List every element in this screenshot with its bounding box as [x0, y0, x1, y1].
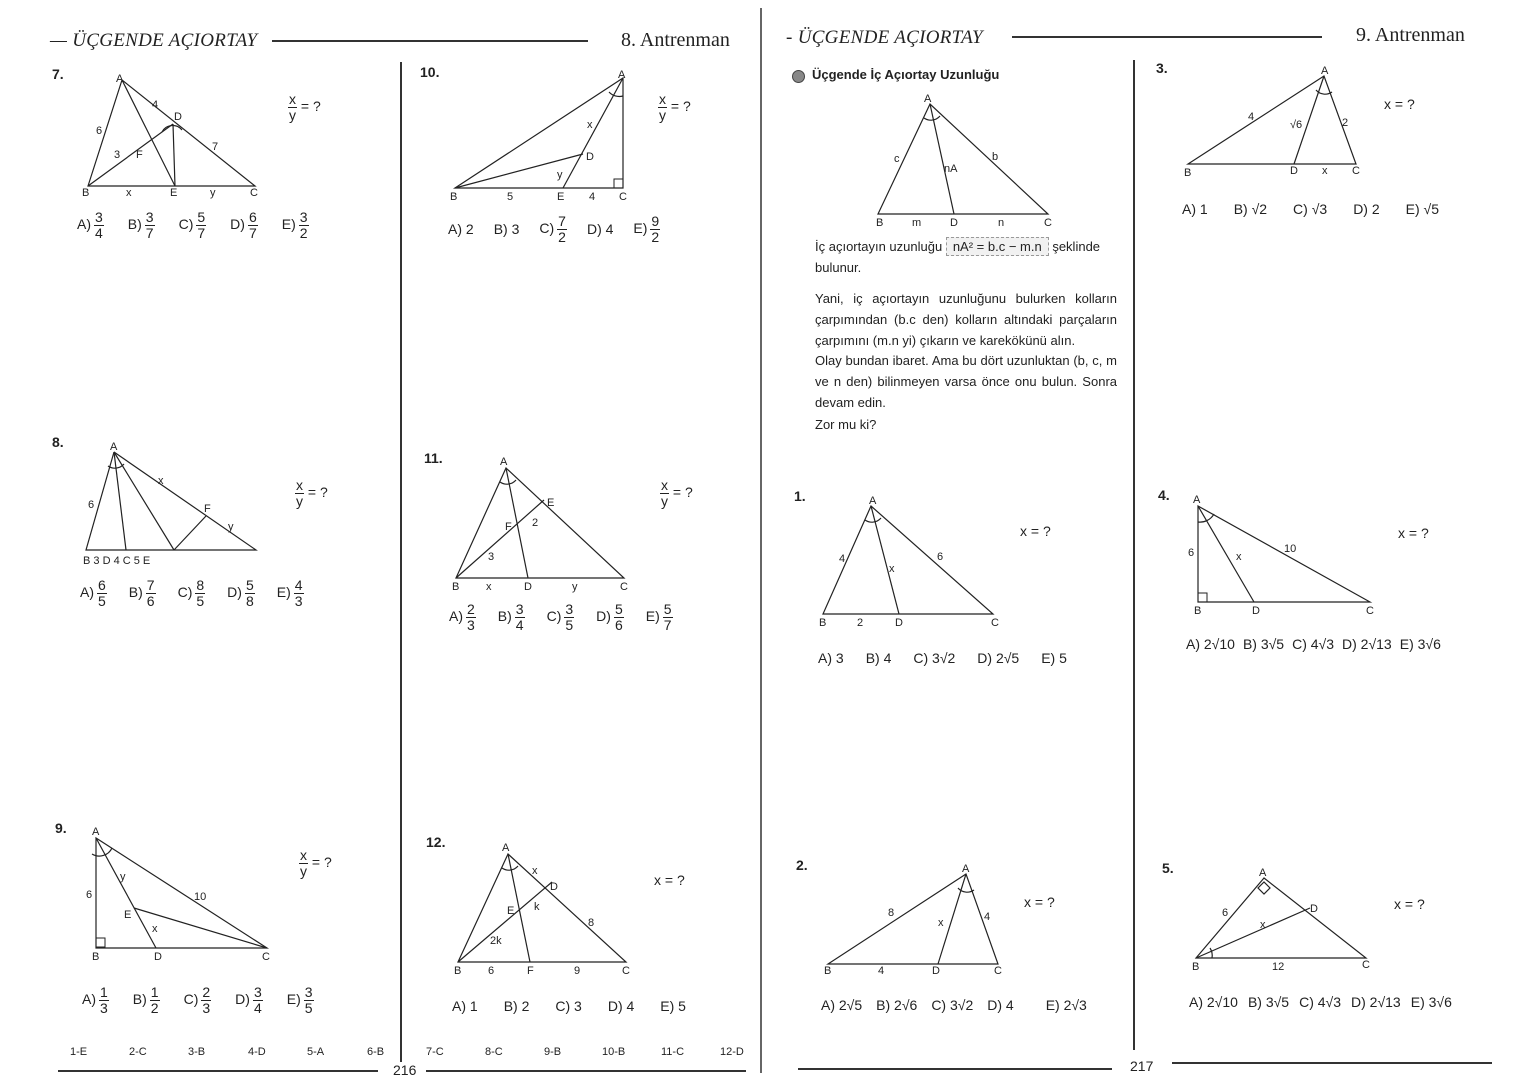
q10-choice-b[interactable]: B) 3 — [493, 221, 520, 238]
r3-label-sqrt6: √6 — [1290, 119, 1303, 131]
q11-label-y: y — [572, 581, 578, 593]
left-answer-key — [70, 1046, 760, 1058]
r5-choices — [1189, 994, 1452, 1010]
q11-label-e: E — [547, 497, 555, 509]
r4-choice-e[interactable]: E) 3√6 — [1399, 636, 1441, 652]
q10-number: 10. — [420, 64, 440, 80]
r2-choice-a[interactable]: A) 2√5 — [821, 997, 863, 1013]
r4-choice-a[interactable]: A) 2√10 — [1186, 636, 1235, 652]
info-label-c-vertex: C — [1044, 217, 1052, 229]
q8-figure — [78, 438, 268, 570]
r4-choices — [1186, 636, 1441, 652]
q12-label-9: 9 — [574, 965, 581, 977]
q11-question: $\frac{x}{y}$ = ? — [661, 477, 693, 509]
r5-label-c: C — [1362, 959, 1370, 971]
r5-label-a: A — [1259, 867, 1267, 879]
r3-label-d: D — [1290, 165, 1298, 177]
q10-label-b: B — [450, 191, 458, 203]
q7-choices — [77, 210, 309, 240]
q11-choice-c[interactable]: C) $\frac{3}{5}$ — [546, 601, 574, 633]
r3-choice-a[interactable]: A) 1 — [1182, 201, 1208, 217]
r4-label-x: x — [1236, 551, 1242, 563]
q8-label-y: y — [228, 521, 234, 533]
q7-choice-c[interactable]: C) $\frac{5}{7}$ — [178, 209, 206, 241]
r5-label-12: 12 — [1272, 961, 1285, 973]
q11-label-f: F — [505, 521, 512, 533]
q10-label-e: E — [557, 191, 565, 203]
r5-figure — [1186, 864, 1376, 974]
answer-5: 5-A — [307, 1046, 325, 1058]
r1-label-c: C — [991, 617, 999, 629]
r3-choice-d[interactable]: D) 2 — [1353, 201, 1380, 217]
r1-label-d: D — [895, 617, 903, 629]
q9-label-d: D — [154, 951, 162, 963]
r3-figure — [1180, 62, 1370, 182]
q10-choices — [448, 214, 660, 244]
answer-7: 7-C — [426, 1046, 444, 1058]
info-label-b: b — [992, 151, 999, 163]
r1-choices — [818, 650, 1067, 666]
q8-label-6: 6 — [88, 499, 95, 511]
r5-label-6: 6 — [1222, 907, 1229, 919]
q8-label-f: F — [204, 503, 211, 515]
r2-label-c: C — [994, 965, 1002, 977]
info-label-n: n — [998, 217, 1005, 229]
r2-number: 2. — [796, 857, 808, 873]
info-label-b-vertex: B — [876, 217, 884, 229]
r5-choice-d[interactable]: D) 2√13 — [1351, 994, 1401, 1010]
q11-choice-a[interactable]: A) $\frac{2}{3}$ — [449, 601, 475, 633]
r1-choice-b[interactable]: B) 4 — [865, 650, 892, 666]
r1-label-2: 2 — [857, 617, 864, 629]
q7-choice-d[interactable]: D) $\frac{6}{7}$ — [230, 209, 257, 241]
r2-label-8: 8 — [888, 907, 895, 919]
r1-label-4: 4 — [839, 553, 846, 565]
q8-choices — [80, 578, 304, 608]
r1-number: 1. — [794, 488, 806, 504]
q12-label-d: D — [550, 881, 558, 893]
q8-label-x: x — [158, 475, 164, 487]
q7-question: $\frac{x}{y}$ = ? — [289, 91, 321, 123]
q7-number: 7. — [52, 66, 64, 82]
q12-choice-a[interactable]: A) 1 — [452, 998, 478, 1014]
q12-choice-c[interactable]: C) 3 — [555, 998, 582, 1014]
q10-choice-d[interactable]: D) 4 — [586, 221, 614, 238]
q9-number: 9. — [55, 820, 67, 836]
r4-choice-b[interactable]: B) 3√5 — [1242, 636, 1285, 652]
r4-question: x = ? — [1398, 525, 1429, 541]
q10-label-5: 5 — [507, 191, 514, 203]
q7-choice-b[interactable]: B) $\frac{3}{7}$ — [127, 209, 154, 241]
q7-label-c: C — [250, 187, 258, 199]
q12-number: 12. — [426, 834, 446, 850]
r2-label-b: B — [824, 965, 832, 977]
r2-label-4: 4 — [878, 965, 885, 977]
r4-choice-c[interactable]: C) 4√3 — [1292, 636, 1335, 652]
r3-number: 3. — [1156, 60, 1168, 76]
q11-label-c: C — [620, 581, 628, 593]
answer-12: 12-D — [720, 1046, 744, 1058]
r5-label-b: B — [1192, 961, 1200, 973]
info-label-d: D — [950, 217, 958, 229]
q8-choice-c[interactable]: C) $\frac{8}{5}$ — [177, 577, 205, 609]
info-label-c: c — [894, 153, 900, 165]
q10-choice-c[interactable]: C) $\frac{7}{2}$ — [539, 213, 566, 245]
q12-choice-b[interactable]: B) 2 — [503, 998, 530, 1014]
q10-label-d: D — [586, 151, 594, 163]
q9-choice-c[interactable]: C) $\frac{2}{3}$ — [183, 984, 211, 1016]
q9-label-b: B — [92, 951, 100, 963]
r4-label-c: C — [1366, 605, 1374, 617]
r3-label-a: A — [1321, 65, 1329, 77]
q8-label-a: A — [110, 441, 118, 453]
r3-choice-e[interactable]: E) √5 — [1405, 201, 1439, 217]
q7-label-a: A — [116, 73, 124, 85]
r5-number: 5. — [1162, 860, 1174, 876]
r5-choice-b[interactable]: B) 3√5 — [1247, 994, 1290, 1010]
q12-label-a: A — [502, 842, 510, 854]
q9-label-c: C — [262, 951, 270, 963]
answer-6: 6-B — [367, 1046, 385, 1058]
q8-number: 8. — [52, 434, 64, 450]
r4-number: 4. — [1158, 487, 1170, 503]
r5-choice-c[interactable]: C) 4√3 — [1299, 994, 1342, 1010]
q8-choice-d[interactable]: D) $\frac{5}{8}$ — [227, 577, 254, 609]
r3-label-2: 2 — [1342, 117, 1349, 129]
q9-label-e: E — [124, 909, 132, 921]
r1-choice-c[interactable]: C) 3√2 — [913, 650, 956, 666]
left-header-rule — [272, 40, 588, 42]
q11-choice-d[interactable]: D) $\frac{5}{6}$ — [596, 601, 623, 633]
q10-choice-a[interactable]: A) 2 — [448, 221, 474, 238]
r3-label-b: B — [1184, 167, 1192, 179]
q12-label-b: B — [454, 965, 462, 977]
right-footer-rule-a — [798, 1068, 1112, 1070]
r1-choice-e[interactable]: E) 5 — [1041, 650, 1067, 666]
q7-choice-a[interactable]: A) $\frac{3}{4}$ — [77, 209, 103, 241]
q7-label-4: 4 — [152, 99, 159, 111]
q10-label-y: y — [557, 169, 563, 181]
q11-label-a: A — [500, 456, 508, 468]
r4-label-a: A — [1193, 494, 1201, 506]
info-label-na: nA — [944, 163, 958, 175]
right-header-rule — [1012, 36, 1322, 38]
r3-question: x = ? — [1384, 96, 1415, 112]
q9-choice-d[interactable]: D) $\frac{3}{4}$ — [235, 984, 262, 1016]
q10-label-x: x — [587, 119, 593, 131]
q12-label-f: F — [527, 965, 534, 977]
q12-question: x = ? — [654, 872, 685, 888]
answer-9: 9-B — [544, 1046, 562, 1058]
q9-figure — [82, 824, 277, 964]
q9-label-a: A — [92, 826, 100, 838]
r2-label-4-side: 4 — [984, 911, 991, 923]
r3-label-x: x — [1322, 165, 1328, 177]
q12-label-c: C — [622, 965, 630, 977]
left-training-title: 8. Antrenman — [621, 29, 730, 51]
r1-choice-a[interactable]: A) 3 — [818, 650, 844, 666]
q12-label-8: 8 — [588, 917, 595, 929]
q9-label-6: 6 — [86, 889, 93, 901]
r4-label-10: 10 — [1284, 543, 1297, 555]
q7-choice-e[interactable]: E) $\frac{3}{2}$ — [281, 209, 308, 241]
r4-choice-d[interactable]: D) 2√13 — [1342, 636, 1392, 652]
q9-label-y: y — [120, 871, 126, 883]
r2-choice-e[interactable]: E) 2√3 — [1045, 997, 1087, 1013]
info-figure — [866, 90, 1066, 230]
q9-label-10: 10 — [194, 891, 207, 903]
r1-question: x = ? — [1020, 523, 1051, 539]
r5-choice-a[interactable]: A) 2√10 — [1189, 994, 1238, 1010]
q12-choice-d[interactable]: D) 4 — [607, 998, 635, 1014]
q7-label-y: y — [210, 187, 216, 199]
q11-label-b: B — [452, 581, 460, 593]
q7-label-x: x — [126, 187, 132, 199]
q11-figure — [448, 454, 638, 594]
q12-choice-e[interactable]: E) 5 — [660, 998, 686, 1014]
info-label-a: A — [924, 93, 932, 105]
r3-choice-b[interactable]: B) √2 — [1233, 201, 1268, 217]
r4-label-b: B — [1194, 605, 1202, 617]
info-paragraph-3: Olay bundan ibaret. Ama bu dört uzunluktan (b, c, m ve n den) bilinmeyen varsa önce onu bulun. Sonra devam edin. — [815, 353, 1117, 410]
r2-label-d: D — [932, 965, 940, 977]
answer-1: 1-E — [70, 1046, 88, 1058]
r4-figure — [1184, 492, 1379, 622]
q11-label-x: x — [486, 581, 492, 593]
q11-number: 11. — [424, 450, 443, 466]
r1-label-x: x — [889, 563, 895, 575]
q9-choices — [82, 985, 314, 1015]
r4-label-6: 6 — [1188, 547, 1195, 559]
answer-3: 3-B — [188, 1046, 206, 1058]
q10-choice-e[interactable]: E) $\frac{9}{2}$ — [633, 213, 660, 245]
q11-label-3: 3 — [488, 551, 495, 563]
r2-question: x = ? — [1024, 894, 1055, 910]
r1-label-b: B — [819, 617, 827, 629]
q9-question: $\frac{x}{y}$ = ? — [300, 847, 332, 879]
r2-choices — [821, 997, 1087, 1013]
info-paragraph-2: Yani, iç açıortayın uzunluğunu bulurken kolların çarpımından (b.c den) kolların altındaki parçaların çarpımını (m.n yi) çıkarın ve karekökünü alın. — [815, 291, 1117, 348]
r4-label-d: D — [1252, 605, 1260, 617]
q12-label-k: k — [534, 901, 540, 913]
info-title: Üçgende İç Açıortay Uzunluğu — [812, 67, 1000, 82]
left-footer-rule-a — [58, 1070, 378, 1072]
q7-label-b: B — [82, 187, 90, 199]
q11-choice-e[interactable]: E) $\frac{5}{7}$ — [645, 601, 672, 633]
r5-label-x: x — [1260, 919, 1266, 931]
q9-choice-a[interactable]: A) $\frac{1}{3}$ — [82, 984, 108, 1016]
q10-question: $\frac{x}{y}$ = ? — [659, 91, 691, 123]
q7-label-6: 6 — [96, 125, 103, 137]
r3-choices — [1182, 201, 1439, 217]
r2-choice-c[interactable]: C) 3√2 — [931, 997, 974, 1013]
q9-label-x: x — [152, 923, 158, 935]
r1-figure — [815, 490, 1005, 630]
q8-choice-e[interactable]: E) $\frac{4}{3}$ — [276, 577, 303, 609]
r5-choice-e[interactable]: E) 3√6 — [1410, 994, 1452, 1010]
r5-label-d: D — [1310, 903, 1318, 915]
left-page-number: 216 — [393, 1062, 417, 1078]
q12-label-x: x — [532, 865, 538, 877]
q8-label-bottom: B 3 D 4 C 5 E — [83, 555, 151, 567]
q11-label-d: D — [524, 581, 532, 593]
info-formula-line: İç açıortayın uzunluğu nA² = b.c − m.n şeklinde bulunur. — [815, 239, 1101, 275]
r2-label-a: A — [962, 863, 970, 875]
q9-choice-e[interactable]: E) $\frac{3}{5}$ — [286, 984, 313, 1016]
r1-label-a: A — [869, 495, 877, 507]
left-footer-rule-b — [426, 1070, 746, 1072]
info-label-m: m — [912, 217, 922, 229]
q8-choice-b[interactable]: B) $\frac{7}{6}$ — [128, 577, 155, 609]
q12-label-2k: 2k — [490, 935, 502, 947]
answer-11: 11-C — [661, 1046, 685, 1058]
r2-label-x: x — [938, 917, 944, 929]
left-topic-header: — ÜÇGENDE AÇIORTAY — [50, 30, 258, 51]
r1-choice-d[interactable]: D) 2√5 — [977, 650, 1020, 666]
q11-choice-b[interactable]: B) $\frac{3}{4}$ — [497, 601, 524, 633]
right-topic-header: - ÜÇGENDE AÇIORTAY — [786, 27, 983, 48]
q10-label-a: A — [618, 69, 626, 81]
q7-figure — [70, 68, 270, 203]
answer-10: 10-B — [602, 1046, 626, 1058]
r1-label-6: 6 — [937, 551, 944, 563]
q12-label-6: 6 — [488, 965, 495, 977]
info-formula: nA² = b.c − m.n — [946, 237, 1049, 256]
r2-choice-d[interactable]: D) 4 — [987, 997, 1014, 1013]
answer-4: 4-D — [248, 1046, 266, 1058]
q12-figure — [450, 840, 640, 980]
r3-label-4: 4 — [1248, 111, 1255, 123]
q9-choice-b[interactable]: B) $\frac{1}{2}$ — [132, 984, 159, 1016]
q8-choice-a[interactable]: A) $\frac{6}{5}$ — [80, 577, 106, 609]
q12-label-e: E — [507, 905, 515, 917]
r2-figure — [820, 860, 1010, 980]
page-spine — [760, 8, 762, 1073]
right-footer-rule-b — [1172, 1062, 1492, 1064]
q7-label-f: F — [136, 149, 143, 161]
answer-2: 2-C — [129, 1046, 147, 1058]
bullet-icon — [792, 70, 805, 83]
q11-choices — [449, 602, 673, 632]
r5-question: x = ? — [1394, 896, 1425, 912]
q10-label-c: C — [619, 191, 627, 203]
q8-question: $\frac{x}{y}$ = ? — [296, 477, 328, 509]
info-paragraph-4: Zor mu ki? — [815, 417, 877, 432]
r2-choice-b[interactable]: B) 2√6 — [876, 997, 918, 1013]
right-page-number: 217 — [1130, 1058, 1154, 1074]
q10-label-4: 4 — [589, 191, 596, 203]
q11-label-2: 2 — [532, 517, 539, 529]
r3-choice-c[interactable]: C) √3 — [1293, 201, 1328, 217]
q10-figure — [445, 66, 640, 206]
answer-8: 8-C — [485, 1046, 503, 1058]
q7-label-e: E — [170, 187, 178, 199]
q7-label-7: 7 — [212, 141, 219, 153]
left-column-divider — [400, 62, 402, 1062]
q7-label-d: D — [174, 111, 182, 123]
right-training-title: 9. Antrenman — [1356, 24, 1465, 46]
q12-choices — [452, 998, 686, 1014]
right-column-divider — [1133, 60, 1135, 1050]
q7-label-3: 3 — [114, 149, 121, 161]
r3-label-c: C — [1352, 165, 1360, 177]
